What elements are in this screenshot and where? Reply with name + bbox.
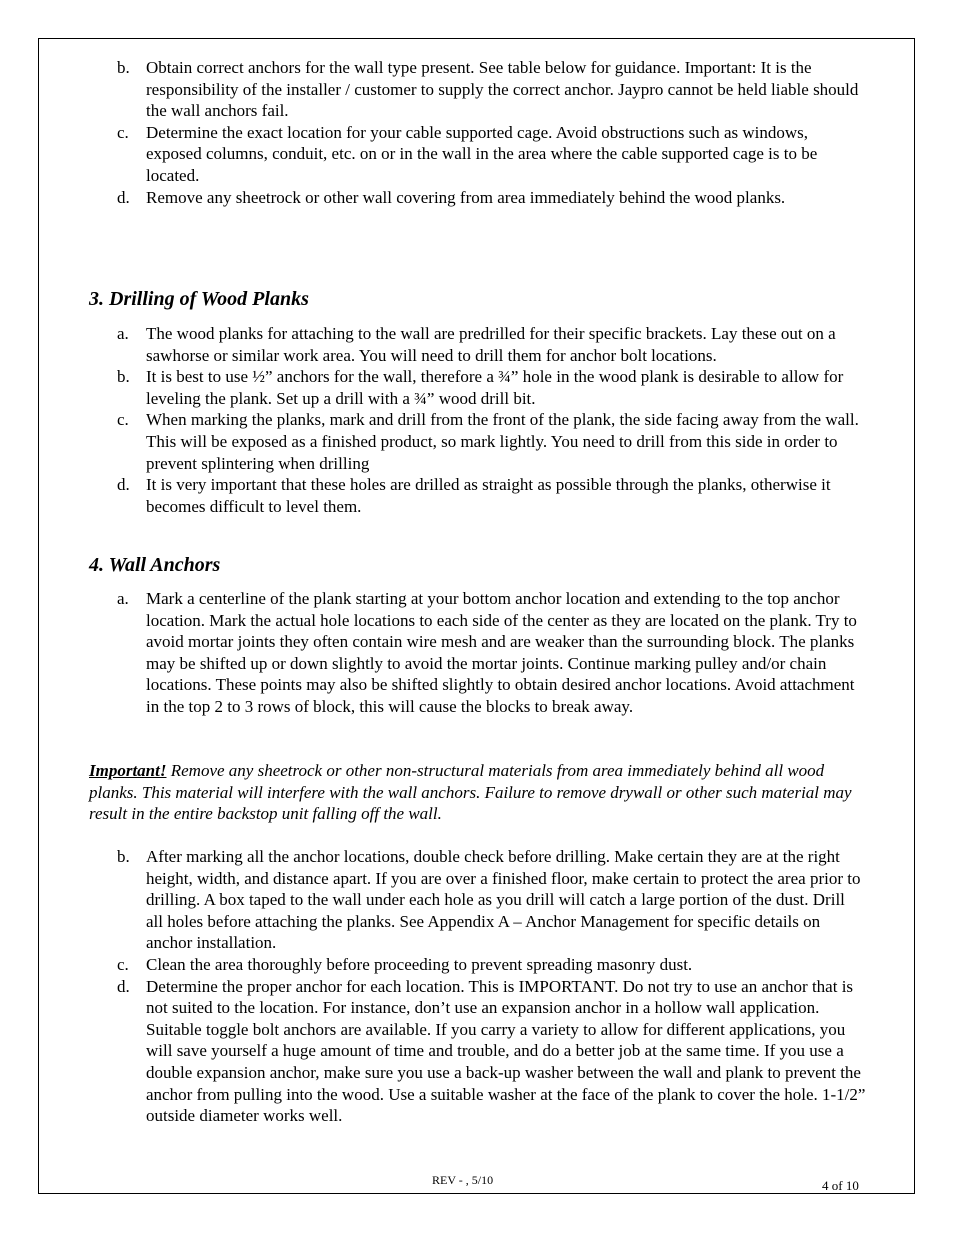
- list-marker: c.: [117, 122, 129, 142]
- list-marker: b.: [117, 847, 130, 866]
- footer-page-number: 4 of 10: [822, 1178, 859, 1193]
- list-marker: d.: [117, 475, 130, 495]
- list-item: [0, 976, 866, 1127]
- list-item: [0, 57, 866, 122]
- list-marker: b.: [117, 367, 130, 387]
- list-text: Obtain correct anchors for the wall type present. See table below for guidance. Important: It is the responsibility of the installer / customer to supply the correct anchor. Jaypro cannot be held liable should the wall anchors fail.: [146, 58, 859, 121]
- footer-revision: REV - , 5/10: [432, 1173, 494, 1187]
- list-text: Determine the exact location for your cable supported cage. Avoid obstructions such as windows, exposed columns, conduit, etc. on or in the wall in the area where the cable supported cage is to be located.: [146, 122, 818, 185]
- important-label: Important!: [89, 761, 167, 780]
- important-text: Remove any sheetrock or other non-structural materials from area immediately behind all wood planks. This material will interfere with the wall anchors. Failure to remove drywall or other such material may result in the entire backstop unit falling off the wall.: [89, 761, 852, 824]
- list-item: [0, 122, 866, 187]
- list-drilling: [0, 323, 866, 517]
- list-text: It is best to use ½” anchors for the wall, therefore a ¾” hole in the wood plank is desirable to allow for leveling the plank. Set up a drill with a ¾” wood drill bit.: [146, 367, 844, 408]
- list-item: [0, 474, 866, 517]
- list-item: [0, 323, 866, 366]
- list-item: [0, 846, 866, 954]
- important-note: [89, 760, 869, 825]
- list-item: [0, 409, 866, 474]
- list-marker: a.: [117, 589, 129, 608]
- list-item: [0, 954, 866, 976]
- list-text: After marking all the anchor locations, double check before drilling. Make certain they are at the right height, width, and distance apart. If you are over a finished floor, make certain to protect the area prior to drilling. A box taped to the wall under each hole as you drill will catch a large portion of the dust. Drill all holes before attaching the planks. See Appendix A – Anchor Management for specific details on anchor installation.: [146, 847, 861, 953]
- list-text: Mark a centerline of the plank starting at your bottom anchor location and extending to the top anchor location. Mark the actual hole locations to each side of the center as they are located on the plank. Try to avoid mortar joints they often contain wire mesh and are weaker than the surrounding block. The planks may be shifted up or down slightly to avoid the mortar joints. Continue marking pulley and/or chain locations. These points may also be shifted slightly to obtain desired anchor locations. Avoid attachment in the top 2 to 3 rows of block, this will cause the blocks to break away.: [146, 589, 857, 716]
- list-marker: d.: [117, 976, 130, 996]
- list-top: [0, 57, 866, 208]
- list-text: It is very important that these holes are drilled as straight as possible through the planks, otherwise it becomes difficult to level them.: [146, 475, 831, 516]
- list-text: When marking the planks, mark and drill from the front of the plank, the side facing away from the wall. This will be exposed as a finished product, so mark lightly. You need to drill from this side in order to prevent splintering when drilling: [146, 410, 859, 473]
- list-item: [0, 187, 866, 209]
- list-wall-anchors-b: [0, 846, 866, 1127]
- section-heading-wall-anchors: 4. Wall Anchors: [89, 554, 221, 576]
- list-marker: b.: [117, 58, 130, 77]
- list-text: Remove any sheetrock or other wall covering from area immediately behind the wood planks.: [146, 187, 786, 207]
- list-text: Determine the proper anchor for each location. This is IMPORTANT. Do not try to use an anchor that is not suited to the location. For instance, don’t use an expansion anchor in a hollow wall application. Suitable toggle bolt anchors are available. If you carry a variety to allow for different applications, you will save yourself a huge amount of time and trouble, and do a better job at the same time. If you use a double expansion anchor, make sure you use a back-up washer between the wall and plank to prevent the anchor from pulling into the wood. Use a suitable washer at the face of the plank to cover the hole. 1-1/2” outside diameter works well.: [146, 976, 866, 1126]
- list-marker: d.: [117, 187, 130, 207]
- list-item: [0, 366, 866, 409]
- list-text: The wood planks for attaching to the wall are predrilled for their specific brackets. Lay these out on a sawhorse or similar work area. You will need to drill them for anchor bolt locations.: [146, 324, 836, 365]
- list-marker: c.: [117, 954, 129, 974]
- list-text: Clean the area thoroughly before proceeding to prevent spreading masonry dust.: [146, 954, 693, 974]
- list-marker: c.: [117, 410, 129, 430]
- section-heading-drilling: 3. Drilling of Wood Planks: [89, 288, 309, 310]
- list-marker: a.: [117, 324, 129, 343]
- list-wall-anchors-a: [0, 588, 866, 718]
- list-item: [0, 588, 866, 718]
